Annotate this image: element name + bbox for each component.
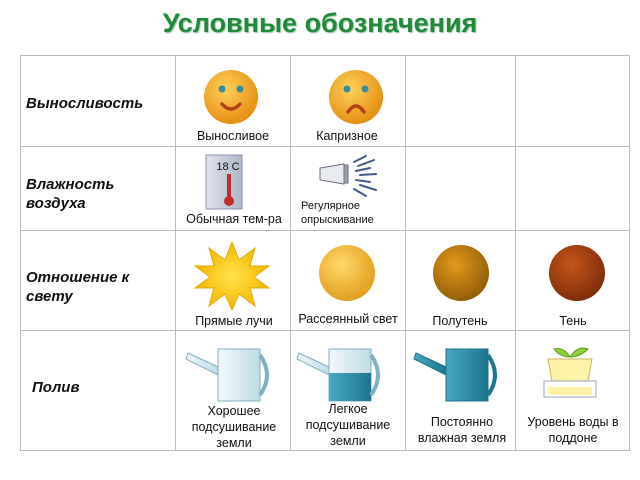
caption-line: поддоне [548,431,598,445]
caption-line: опрыскивание [301,214,374,226]
caption-line: Уровень воды в [527,415,619,429]
row-label-light [26,268,129,306]
caption-always-moist [406,414,518,446]
caption-line: подсушивание [191,420,277,434]
caption-partial-shade: Полутень [432,314,488,328]
row-label-line: свету [26,288,73,305]
table-border-top [20,55,630,56]
caption-tray-water [517,414,629,446]
watering-can-empty-icon [184,345,276,403]
column-divider [175,55,176,451]
caption-line: влажная земля [417,431,507,445]
thermometer-value: 18 C [216,161,240,173]
table-border-left [20,55,21,451]
caption-hardy: Выносливое [196,129,270,143]
row-divider [20,146,630,147]
caption-line: Регулярное [301,200,361,212]
caption-line: земли [330,434,366,448]
diffused-light-circle-icon [318,244,376,302]
sad-smiley-icon [327,68,385,126]
table-border-right [629,55,630,451]
caption-line: земли [216,436,252,450]
column-divider [290,55,291,451]
caption-diffused-light: Рассеянный свет [298,312,398,326]
watering-can-half-icon [295,345,387,403]
caption-line: подсушивание [305,418,391,432]
caption-light-drying [292,401,404,449]
caption-shade: Тень [559,314,587,328]
spray-icon [318,152,380,200]
caption-normal-temp: Обычная тем-ра [186,212,282,226]
row-label-watering: Полив [32,379,80,396]
row-label-humidity [26,175,114,213]
caption-capricious: Капризное [316,129,378,143]
row-divider [20,330,630,331]
caption-line: Постоянно [430,415,494,429]
caption-line: Легкое [328,402,368,416]
sun-icon [193,240,271,312]
row-divider [20,230,630,231]
page-title: Условные обозначения [162,8,478,38]
happy-smiley-icon [202,68,260,126]
row-label-line: Отношение к [26,269,130,286]
caption-good-drying [178,403,290,451]
shade-circle-icon [548,244,606,302]
table-border-bottom [20,450,630,451]
caption-direct-light: Прямые лучи [195,314,273,328]
row-label-line: Влажность [26,176,115,193]
watering-can-full-icon [412,345,504,403]
row-label-endurance: Выносливость [26,95,144,112]
caption-line: Хорошее [207,404,261,418]
row-label-line: воздуха [26,195,86,212]
column-divider [515,55,516,451]
caption-spray [301,199,374,227]
pot-tray-icon [542,343,598,403]
partial-shade-circle-icon [432,244,490,302]
column-divider [405,55,406,451]
